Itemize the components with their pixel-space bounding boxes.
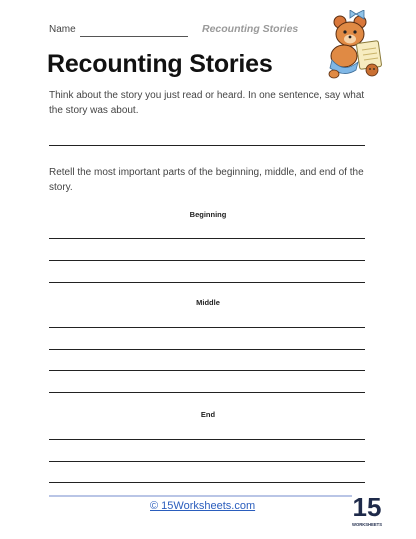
prompt-retell: Retell the most important parts of the beginning, middle, and end of the story. bbox=[49, 167, 364, 193]
15worksheets-logo bbox=[352, 490, 382, 530]
name-label: Name bbox=[49, 24, 76, 35]
prompt-summary: Think about the story you just read or heard. In one sentence, say what the story was about. bbox=[49, 90, 365, 116]
beginning-write-line[interactable] bbox=[49, 282, 365, 283]
footer-link[interactable]: © 15Worksheets.com bbox=[150, 500, 256, 512]
end-write-line[interactable] bbox=[49, 461, 365, 462]
section-label-middle: Middle bbox=[196, 298, 220, 307]
beginning-write-line[interactable] bbox=[49, 260, 365, 261]
header-title: Recounting Stories bbox=[202, 23, 299, 35]
end-write-line[interactable] bbox=[49, 439, 365, 440]
middle-write-line[interactable] bbox=[49, 392, 365, 393]
summary-write-line[interactable] bbox=[49, 145, 365, 146]
middle-write-line[interactable] bbox=[49, 327, 365, 328]
logo-number: 15 bbox=[352, 492, 382, 522]
footer-divider bbox=[49, 495, 357, 497]
page-title: Recounting Stories bbox=[47, 50, 273, 78]
middle-write-line[interactable] bbox=[49, 370, 365, 371]
beginning-write-line[interactable] bbox=[49, 238, 365, 239]
name-write-line[interactable] bbox=[80, 36, 188, 37]
bear-reading-illustration bbox=[322, 10, 386, 82]
middle-write-line[interactable] bbox=[49, 349, 365, 350]
section-label-end: End bbox=[200, 410, 216, 419]
section-label-beginning: Beginning bbox=[189, 210, 227, 219]
logo-word: WORKSHEETS bbox=[352, 522, 382, 527]
end-write-line[interactable] bbox=[49, 482, 365, 483]
